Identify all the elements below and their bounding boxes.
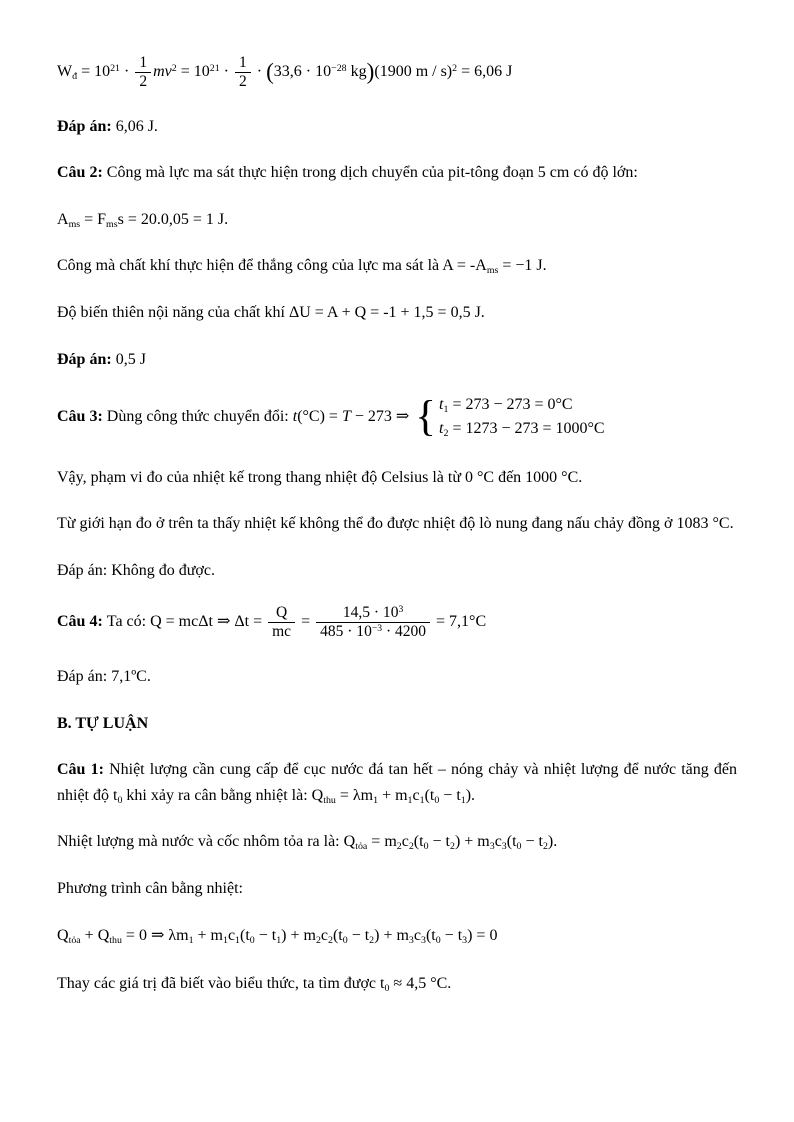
essay-cau-1-result: Thay các giá trị đã biết vào biểu thức, ta tìm được $t_0 \approx 4,5$ °C. <box>57 975 452 995</box>
formula-kinetic-energy: $W_đ = 10^{21}$ · $\frac{1}{2}$ $mv^2 = 10^{21}$ · $\frac{1}{2}$ · ($33,6 \cdot 10^{-28}$ kg)(1900 m / s)$^2$ = 6,06 J <box>57 54 513 90</box>
answer-mcq-2: Đáp án: 0,5 J <box>57 350 146 368</box>
answer-mcq-3: Đáp án: Không đo được. <box>57 561 215 579</box>
section-b-heading: B. TỰ LUẬN <box>57 714 149 732</box>
cau-2-internal-energy: Độ biến thiên nội năng của chất khí ΔU = A + Q = -1 + 1,5 = 0,5 J. <box>57 304 485 322</box>
essay-cau-1-heat-absorbed: Câu 1: Nhiệt lượng cần cung cấp để cục nước đá tan hết – nóng chảy và nhiệt lượng để nước tăng đến nhiệt độ $t_0$ khi xảy ra cân bằng nhiệt là: $Q_{thu} = \lambda m_1 + m_1c_1(t_0 - t_1)$. <box>57 761 738 806</box>
cau-3-range-statement: Vậy, phạm vi đo của nhiệt kế trong thang nhiệt độ Celsius là từ 0 °C đến 1000 °C. <box>57 468 583 486</box>
essay-cau-1-balance-label: Phương trình cân bằng nhiệt: <box>57 880 243 898</box>
cau-2-statement: Câu 2: Công mà lực ma sát thực hiện trong dịch chuyển của pit-tông đoạn 5 cm có độ lớn: <box>57 164 638 182</box>
essay-cau-1-balance-equation: $Q_{tỏa} + Q_{thu} = 0$ ⇒ $\lambda m_1 + m_1c_1(t_0 - t_1) + m_2c_2(t_0 - t_2) + m_3c_3(t_0 - t_3) = 0$ <box>57 926 498 946</box>
answer-mcq-4: Đáp án: 7,1ºC. <box>57 668 151 686</box>
cau-4-formula: Câu 4: Ta có: Q = mcΔt ⇒ Δt = $\frac{Q}{mc}$ = $\frac{14,5 \cdot 10^3}{485 \cdot 10^{-3} \cdot 4200}$ = 7,1°C <box>57 604 487 641</box>
cau-2-gas-work: Công mà chất khí thực hiện để thắng công của lực ma sát là $A = -A_{ms} = -1$ J. <box>57 257 547 277</box>
cau-3-conclusion: Từ giới hạn đo ở trên ta thấy nhiệt kế không thể đo được nhiệt độ lò nung đang nấu chảy đồng ở 1083 °C. <box>57 515 734 533</box>
essay-cau-1-heat-released: Nhiệt lượng mà nước và cốc nhôm tỏa ra là: $Q_{tỏa} = m_2c_2(t_0 - t_2) + m_3c_3(t_0 - t_2)$. <box>57 833 558 853</box>
cau-3-conversion-formula: Câu 3: Dùng công thức chuyển đổi: t(°C) = T − 273 ⇒ { $t_1 = 273 - 273 = 0^\circ C$ $t_2 = 1273 - 273 = 1000^\circ C$ <box>57 393 605 441</box>
answer-mcq-1: Đáp án: 6,06 J. <box>57 117 158 135</box>
cau-2-friction-work: $A_{ms} = F_{ms}s = 20.0,05 = 1$ J. <box>57 210 229 230</box>
